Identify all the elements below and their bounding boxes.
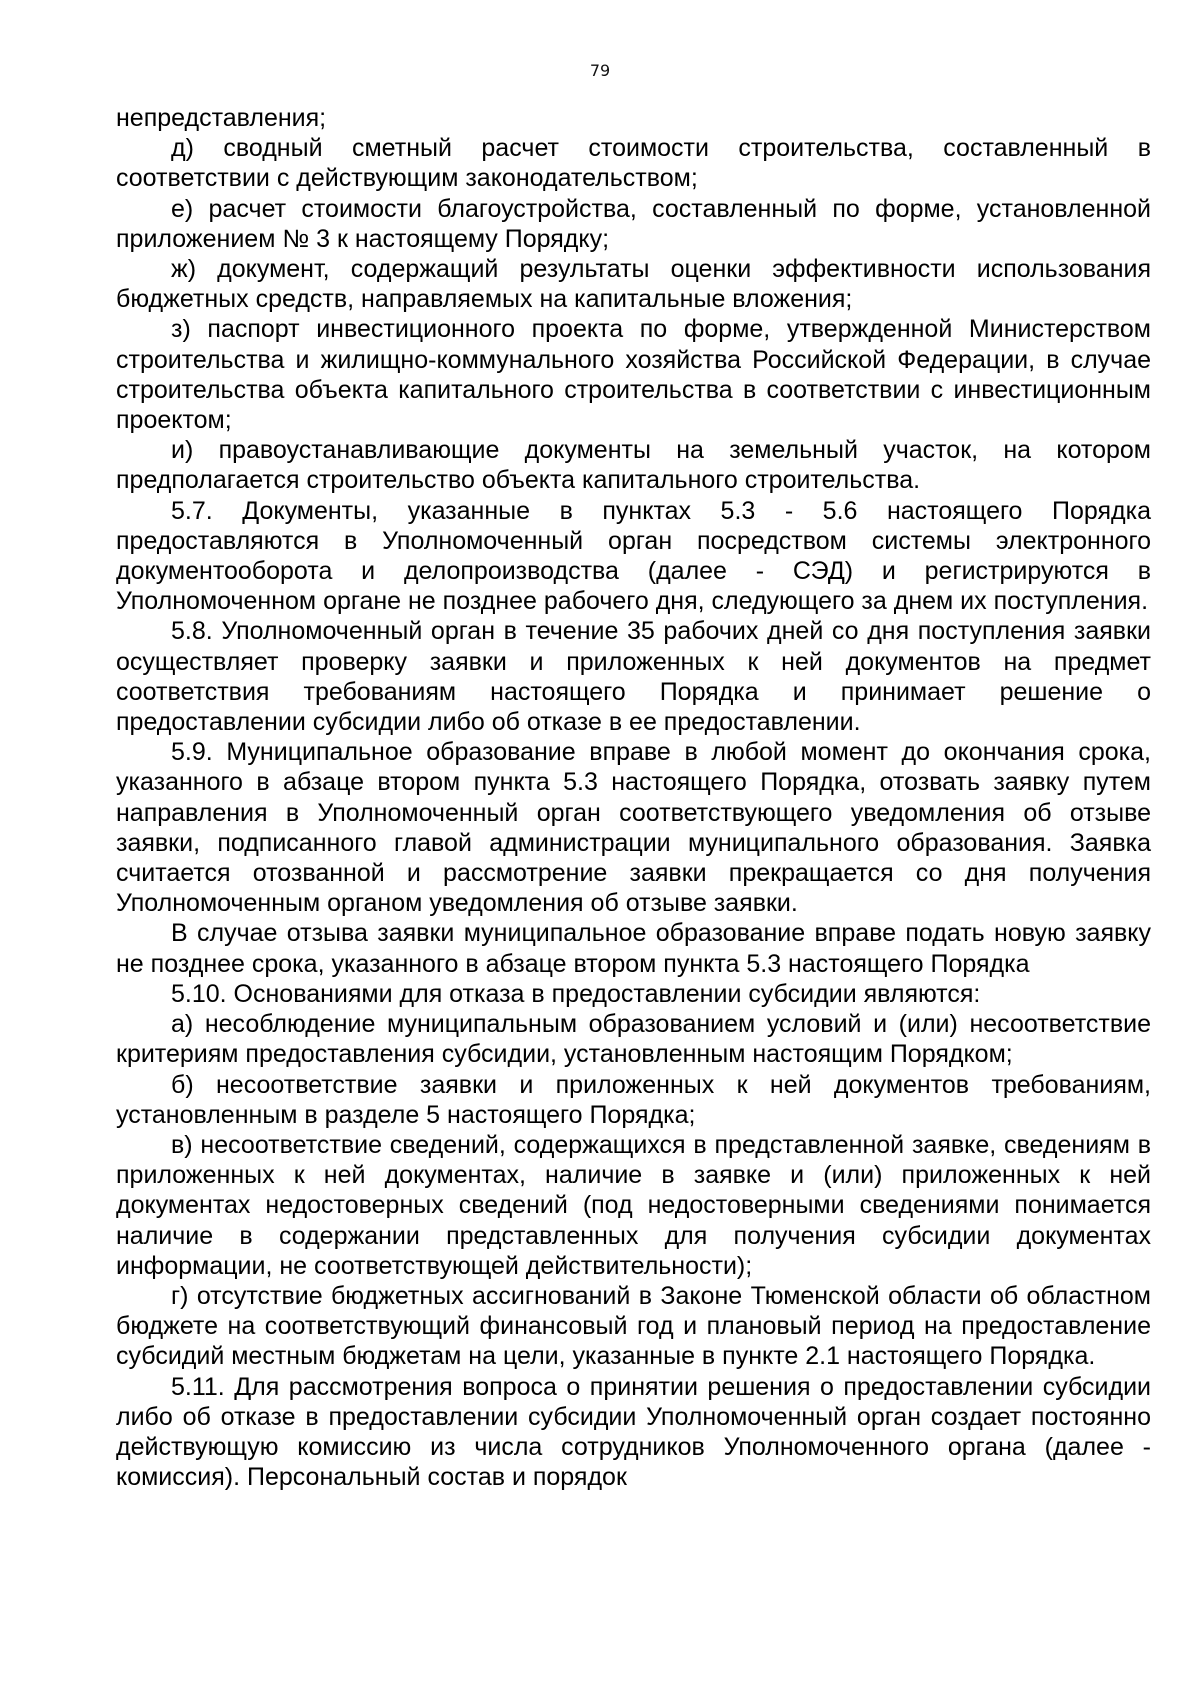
document-paragraph: 5.10. Основаниями для отказа в предоставлении субсидии являются: [171, 979, 981, 1008]
document-paragraph: 5.8. Уполномоченный орган в течение 35 рабочих дней со дня поступления заявки осуществляет проверку заявки и приложенных к ней документов на предмет соответствия требованиям настоящего Порядка и принимает решение о предоставлении субсидии либо об отказе в ее предоставлении. [116, 617, 1151, 737]
document-paragraph: б) несоответствие заявки и приложенных к ней документов требованиям, установленным в разделе 5 настоящего Порядка; [116, 1070, 1151, 1129]
document-paragraph: в) несоответствие сведений, содержащихся в представленной заявке, сведениям в приложенных к ней документах, наличие в заявке и (или) приложенных к ней документах недостоверных сведений (под недостоверными сведениями понимается наличие в содержании представленных для получения субсидии документах информации, не соответствующей действительности); [116, 1130, 1151, 1280]
document-paragraph: з) паспорт инвестиционного проекта по форме, утвержденной Министерством строительства и жилищно-коммунального хозяйства Российской Федерации, в случае строительства объекта капитального строительства в соответствии с инвестиционным проектом; [116, 315, 1151, 435]
document-paragraph: 5.9. Муниципальное образование вправе в любой момент до окончания срока, указанного в абзаце втором пункта 5.3 настоящего Порядка, отозвать заявку путем направления в Уполномоченный орган соответствующего уведомления об отзыве заявки, подписанного главой администрации муниципального образования. Заявка считается отозванной и рассмотрение заявки прекращается со дня получения Уполномоченным органом уведомления об отзыве заявки. [116, 738, 1151, 918]
document-paragraph: В случае отзыва заявки муниципальное образование вправе подать новую заявку не позднее срока, указанного в абзаце втором пункта 5.3 настоящего Порядка [116, 919, 1151, 978]
document-paragraph: е) расчет стоимости благоустройства, составленный по форме, установленной приложением № 3 к настоящему Порядку; [116, 194, 1151, 253]
document-paragraph: ж) документ, содержащий результаты оценки эффективности использования бюджетных средств, направляемых на капитальные вложения; [116, 255, 1151, 314]
document-paragraph: д) сводный сметный расчет стоимости строительства, составленный в соответствии с действующим законодательством; [116, 134, 1151, 193]
document-paragraph: а) несоблюдение муниципальным образованием условий и (или) несоответствие критериям предоставления субсидии, установленным настоящим Порядком; [116, 1010, 1151, 1069]
document-paragraph: 5.11. Для рассмотрения вопроса о принятии решения о предоставлении субсидии либо об отказе в предоставлении субсидии Уполномоченный орган создает постоянно действующую комиссию из числа сотрудников Уполномоченного органа (далее - комиссия). Персональный состав и порядок [116, 1372, 1151, 1492]
document-paragraph: г) отсутствие бюджетных ассигнований в Законе Тюменской области об областном бюджете на соответствующий финансовый год и плановый период на предоставление субсидий местным бюджетам на цели, указанные в пункте 2.1 настоящего Порядка. [116, 1281, 1151, 1371]
document-body [116, 103, 1151, 1492]
document-paragraph: непредставления; [116, 104, 327, 132]
document-paragraph: 5.7. Документы, указанные в пунктах 5.3 - 5.6 настоящего Порядка предоставляются в Уполномоченный орган посредством системы электронного документооборота и делопроизводства (далее - СЭД) и регистрируются в Уполномоченном органе не позднее рабочего дня, следующего за днем их поступления. [116, 496, 1151, 616]
document-paragraph: и) правоустанавливающие документы на земельный участок, на котором предполагается строительство объекта капитального строительства. [116, 436, 1151, 495]
page-number: 79 [589, 61, 611, 80]
